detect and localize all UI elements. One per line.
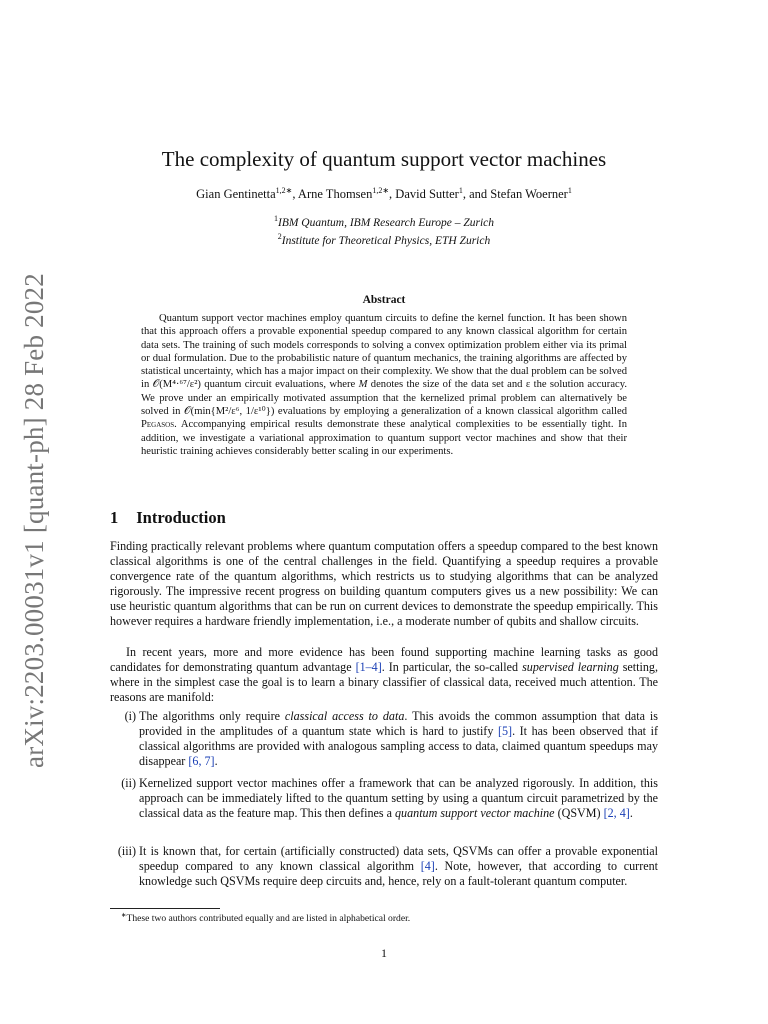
- section-heading: 1 Introduction: [110, 508, 226, 527]
- algorithm-name: Pegasos: [141, 419, 175, 431]
- author: David Sutter$^1$, and: [395, 186, 491, 202]
- arxiv-stamp: [14, 272, 54, 768]
- intro-paragraph-2: In recent years, more and more evidence has been found supporting machine learning tasks as good candidates for demonstrating quantum advantage [1–4]. In particular, the so-called supervised learning setting, where in the simplest case the goal is to learn a binary classifier of classical data, received much attention. The reasons are manifold:: [110, 645, 658, 705]
- complexity-formula: 𝒪(M⁴·⁶⁷/ε²): [152, 379, 201, 391]
- abstract-text: Quantum support vector machines employ quantum circuits to define the kernel function. It has been shown that this approach offers a provable exponential speedup compared to any known classical algorithm for certain data sets. The training of such models corresponds to solving a convex optimization problem either via its primal or dual formulation. Due to the probabilistic nature of quantum mechanics, the training algorithms are affected by statistical uncertainty, which has a major impact on their complexity. We show that the dual problem can be solved in 𝒪(M⁴·⁶⁷/ε²) quantum circuit evaluations, where M denotes the size of the data set and ε the solution accuracy. We prove under an empirically motivated assumption that the kernelized primal problem can alternatively be solved in 𝒪(min{M²/ε⁶, 1/ε¹⁰}) evaluations by employing a generalization of a known classical algorithm called Pegasos. Accompanying empirical results demonstrate these analytical complexities to be essentially tight. In addition, we investigate a variational approximation to quantum support vector machines and show that their heuristic training achieves considerably better scaling in our experiments.: [141, 313, 628, 457]
- affiliation: $^1$IBM Quantum, IBM Research Europe – Zurich: [273, 214, 494, 229]
- affiliations: [0, 212, 768, 248]
- affiliation: $^2$Institute for Theoretical Physics, ETH Zurich: [277, 231, 491, 247]
- list-item: (ii) Kernelized support vector machines offer a framework that can be analyzed rigorously. In addition, this approach can be immediately lifted to the quantum setting by using a quantum circuit parametrized by the classical data as the feature map. This then defines a quantum support vector machine (QSVM) [2, 4].: [121, 776, 658, 821]
- author: Gian Gentinetta$^{1,2∗}$,: [196, 186, 298, 202]
- citation-link[interactable]: [4]: [420, 859, 435, 874]
- intro-paragraph-1: Finding practically relevant problems where quantum computation offers a speedup compared to the best known classical algorithms is one of the central challenges in the field. Quantifying a speedup requires a provable convergence rate of the quantum algorithms, which restricts us to studying algorithms that can be analyzed rigorously. The impressive recent progress on building quantum computers gives us a new possibility: We can use heuristic quantum algorithms that can be run on current devices to demonstrate the speedup empirically. This however requires a hardware friendly implementation, i.e., a moderate number of qubits and shallow circuits.: [110, 539, 658, 629]
- citation-link[interactable]: [1–4]: [355, 660, 382, 675]
- paper-title: The complexity of quantum support vector machines: [161, 147, 607, 171]
- citation-link[interactable]: [2, 4]: [603, 806, 630, 821]
- citation-link[interactable]: [6, 7]: [188, 754, 215, 769]
- author: Stefan Woerner$^1$: [490, 186, 572, 202]
- page-number: 1: [381, 946, 387, 960]
- list-item: (i) The algorithms only require classical access to data. This avoids the common assumption that data is provided in the amplitudes of a quantum state which is hard to justify [5]. It has been observed that if classical algorithms are provided with analogous sampling access to data, claimed quantum speedups may disappear [6, 7].: [124, 709, 658, 769]
- list-item: (iii) It is known that, for certain (artificially constructed) data sets, QSVMs can offer a provable exponential speedup compared to any known classical algorithm [4]. Note, however, that according to current knowledge such QSVMs require deep circuits and, hence, rely on a fault-tolerant quantum computer.: [117, 844, 658, 889]
- author: Arne Thomsen$^{1,2∗}$,: [297, 186, 396, 202]
- citation-link[interactable]: [5]: [497, 724, 513, 739]
- abstract-heading: Abstract: [362, 294, 406, 306]
- footnote-divider: [110, 908, 220, 909]
- author-list: [0, 186, 768, 202]
- complexity-formula: 𝒪(min{M²/ε⁶, 1/ε¹⁰}): [184, 406, 275, 418]
- arxiv-id[interactable]: arXiv:2203.00031v1 [quant-ph] 28 Feb 2022: [18, 272, 49, 768]
- footnote: ∗These two authors contributed equally and are listed in alphabetical order.: [121, 912, 411, 925]
